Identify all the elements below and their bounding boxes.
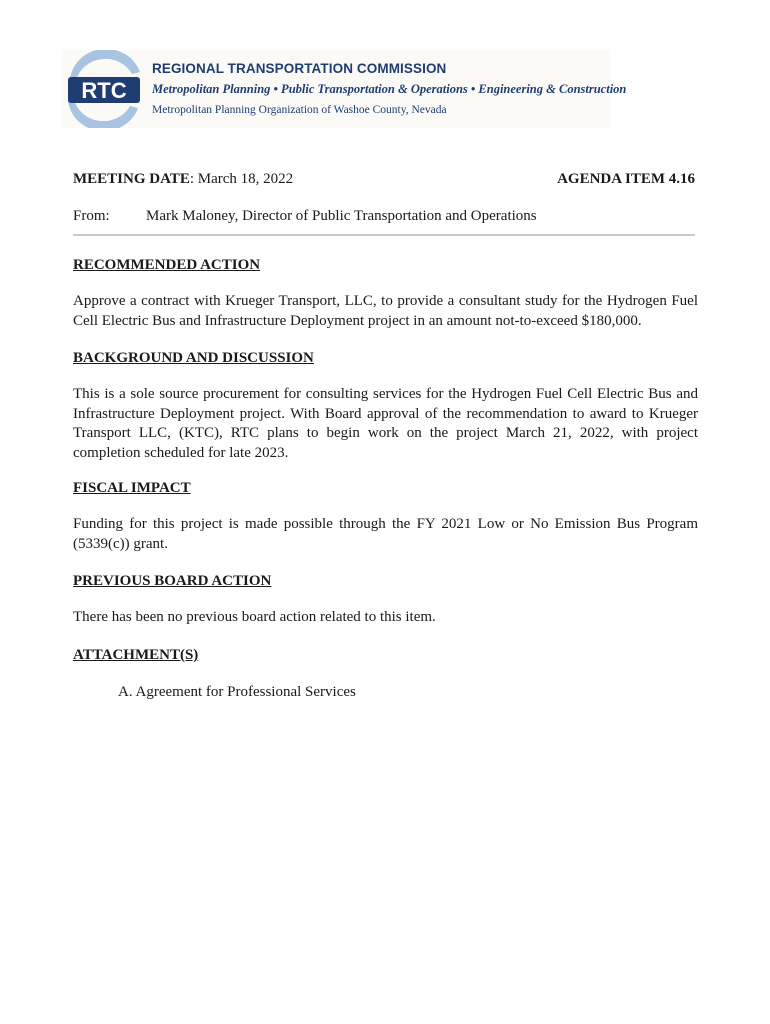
from-line xyxy=(73,207,537,225)
previous-board-action-heading: PREVIOUS BOARD ACTION xyxy=(73,573,272,589)
attachment-item: A. Agreement for Professional Services xyxy=(118,684,356,700)
previous-board-action-text: There has been no previous board action related to this item. xyxy=(73,609,436,625)
rtc-logo-icon xyxy=(62,50,146,128)
org-divisions: Metropolitan Planning • Public Transportation & Operations • Engineering & Construction xyxy=(152,82,627,96)
from-name: Mark Maloney, Director of Public Transportation and Operations xyxy=(146,208,537,224)
org-name: REGIONAL TRANSPORTATION COMMISSION xyxy=(152,61,447,76)
meeting-date-value: : March 18, 2022 xyxy=(189,171,294,187)
logo-text: RTC xyxy=(81,78,127,103)
recommended-action-heading: RECOMMENDED ACTION xyxy=(73,257,261,273)
recommended-action-text: Approve a contract with Krueger Transport, LLC, to provide a consultant study for the Hydrogen Fuel Cell Electric Bus and Infrastructure Deployment project in an amount not-to-exceed $180,000. xyxy=(73,293,698,329)
background-text: This is a sole source procurement for consulting services for the Hydrogen Fuel Cell Electric Bus and Infrastructure Deployment project. With Board approval of the recommendation to award to Krueger Transport LLC, (KTC), RTC plans to begin work on the project March 21, 2022, with project completion scheduled for late 2023. xyxy=(73,386,698,461)
letterhead xyxy=(62,50,627,128)
fiscal-impact-text: Funding for this project is made possible through the FY 2021 Low or No Emission Bus Program (5339(c)) grant. xyxy=(73,516,698,552)
header-divider xyxy=(73,234,695,236)
agenda-item: AGENDA ITEM 4.16 xyxy=(557,171,695,187)
background-heading: BACKGROUND AND DISCUSSION xyxy=(73,350,314,366)
meeting-date-label: MEETING DATE xyxy=(73,171,190,187)
from-label: From: xyxy=(73,208,110,224)
fiscal-impact-heading: FISCAL IMPACT xyxy=(73,480,191,496)
attachments-heading: ATTACHMENT(S) xyxy=(73,647,199,663)
org-mpo: Metropolitan Planning Organization of Washoe County, Nevada xyxy=(152,104,447,116)
meeting-meta xyxy=(73,170,695,188)
